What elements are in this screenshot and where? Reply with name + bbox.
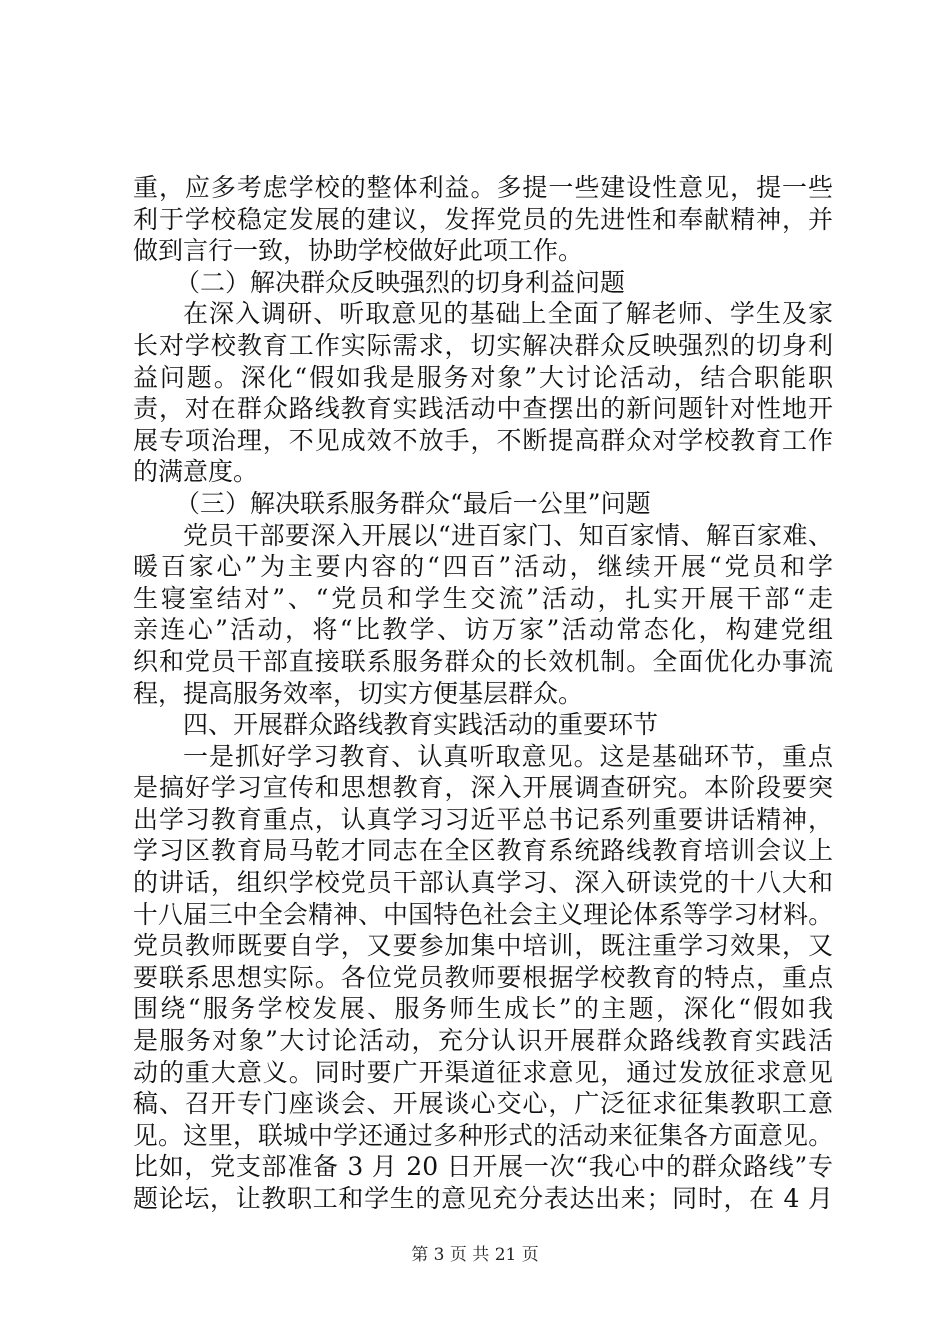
paragraph	[133, 520, 833, 710]
text-line: 十八届三中全会精神、中国特色社会主义理论体系等学习材料。	[133, 899, 833, 929]
text-line: 亲连心”活动，将“比教学、访万家”活动常态化，构建党组	[133, 615, 833, 645]
text-line: 做到言行一致，协助学校做好此项工作。	[133, 236, 584, 266]
text-line: 暖百家心”为主要内容的“四百”活动，继续开展“党员和学	[133, 552, 833, 582]
text-line: 围绕“服务学校发展、服务师生成长”的主题，深化“假如我	[133, 994, 833, 1024]
text-line: 生寝室结对”、“党员和学生交流”活动，扎实开展干部“走	[133, 583, 833, 613]
paragraph	[133, 741, 833, 1215]
text-line: 程，提高服务效率，切实方便基层群众。	[133, 678, 584, 708]
text-line: 党员教师既要自学，又要参加集中培训，既注重学习效果，又	[133, 931, 833, 961]
text-line: 重，应多考虑学校的整体利益。多提一些建设性意见，提一些	[133, 173, 833, 202]
text-line: 出学习教育重点，认真学习习近平总书记系列重要讲话精神，	[133, 804, 833, 834]
text-line: 是服务对象”大讨论活动，充分认识开展群众路线教育实践活	[133, 1026, 833, 1056]
heading-line: （二）解决群众反映强烈的切身利益问题	[175, 267, 626, 297]
paragraph	[133, 298, 833, 488]
text-line: 是搞好学习宣传和思想教育，深入开展调查研究。本阶段要突	[133, 773, 833, 803]
text-line: 利于学校稳定发展的建议，发挥党员的先进性和奉献精神，并	[133, 204, 833, 234]
text-line: 的满意度。	[133, 457, 259, 487]
heading-line: 四、开展群众路线教育实践活动的重要环节	[183, 710, 659, 740]
text-line: 学习区教育局马乾才同志在全区教育系统路线教育培训会议上	[133, 836, 833, 866]
text-line: 织和党员干部直接联系服务群众的长效机制。全面优化办事流	[133, 646, 833, 676]
text-line: 见。这里，联城中学还通过多种形式的活动来征集各方面意见。	[133, 1120, 833, 1150]
text-line: 的讲话，组织学校党员干部认真学习、深入研读党的十八大和	[133, 868, 833, 898]
section-heading	[133, 267, 833, 299]
page-number-footer: 第 3 页 共 21 页	[411, 1245, 539, 1265]
section-heading	[133, 709, 833, 741]
text-line: 要联系思想实际。各位党员教师要根据学校教育的特点，重点	[133, 962, 833, 992]
text-line: 党员干部要深入开展以“进百家门、知百家情、解百家难、	[183, 520, 833, 550]
paragraph-continuation	[133, 172, 833, 267]
heading-line: （三）解决联系服务群众“最后一公里”问题	[175, 488, 651, 518]
document-body	[133, 172, 833, 1215]
text-line: 益问题。深化“假如我是服务对象”大讨论活动，结合职能职	[133, 362, 833, 392]
text-line: 展专项治理，不见成效不放手，不断提高群众对学校教育工作	[133, 425, 833, 455]
text-line: 动的重大意义。同时要广开渠道征求意见，通过发放征求意见	[133, 1057, 833, 1087]
text-line: 责，对在群众路线教育实践活动中查摆出的新问题针对性地开	[133, 394, 833, 424]
text-line: 题论坛，让教职工和学生的意见充分表达出来；同时，在 4 月	[133, 1184, 833, 1213]
text-line: 稿、召开专门座谈会、开展谈心交心，广泛征求征集教职工意	[133, 1089, 833, 1119]
text-line: 一是抓好学习教育、认真听取意见。这是基础环节，重点	[183, 741, 833, 771]
text-line: 长对学校教育工作实际需求，切实解决群众反映强烈的切身利	[133, 330, 833, 360]
text-line: 在深入调研、听取意见的基础上全面了解老师、学生及家	[183, 299, 833, 329]
text-line: 比如，党支部准备 3 月 20 日开展一次“我心中的群众路线”专	[133, 1152, 833, 1182]
section-heading	[133, 488, 833, 520]
